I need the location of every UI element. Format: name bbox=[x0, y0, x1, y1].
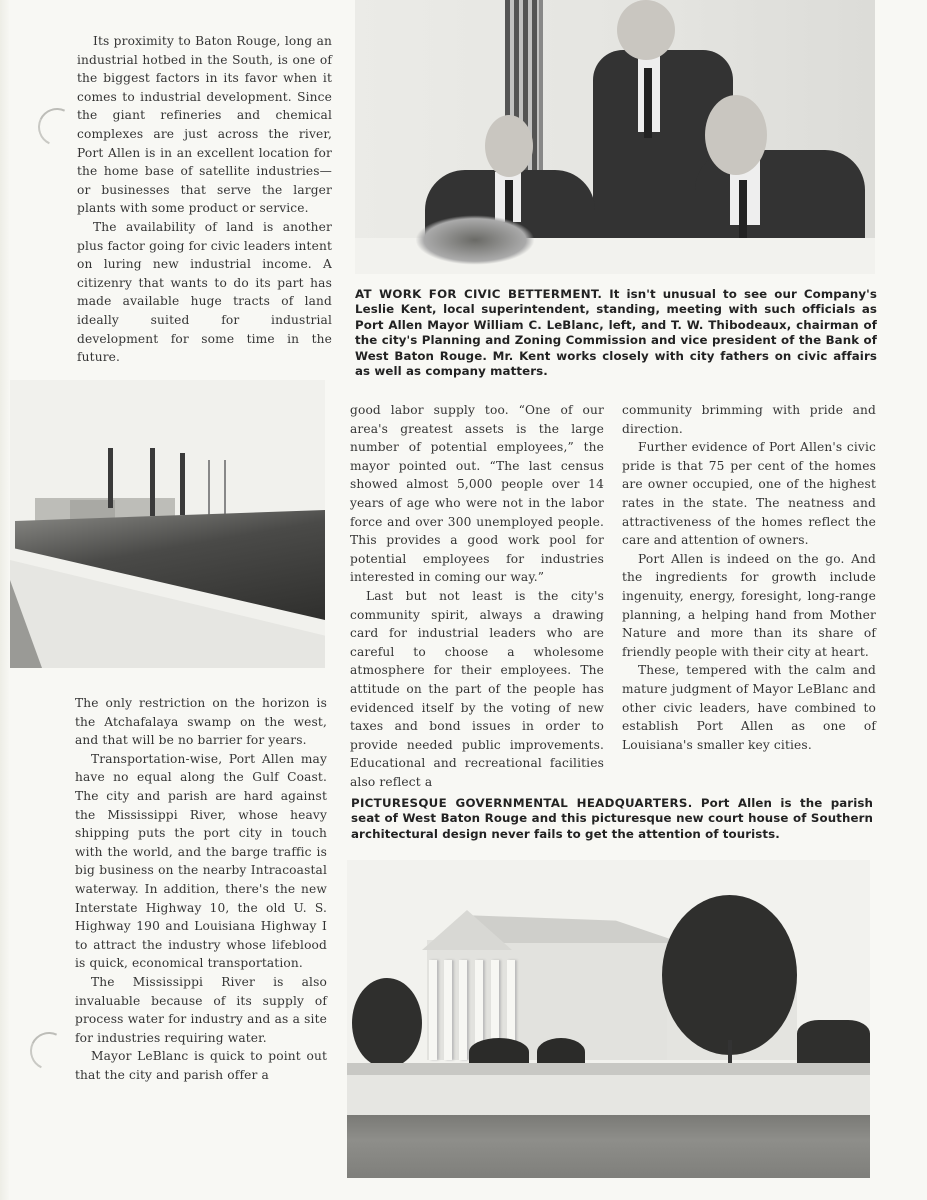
page-edge bbox=[0, 0, 10, 1200]
hole-punch-mark bbox=[25, 1027, 74, 1076]
paragraph: Transportation-wise, Port Allen may have no equal along the Gulf Coast. The city and parish are hard against the Mississippi River, whose heavy shipping puts the port city in touch with the world, and the barge traffic is big business on the nearby Intracoastal waterway. In addition, there's the new Interstate Highway 10, the old U. S. Highway 190 and Louisiana Highway I to attract the industry whose lifeblood is quick, economical transportation. bbox=[75, 751, 327, 971]
caption-heading: AT WORK FOR CIVIC BETTERMENT. bbox=[355, 287, 603, 301]
photo-courthouse bbox=[347, 860, 870, 1178]
paragraph: The Mississippi River is also invaluable because of its supply of process water for industry and as a site for industries requiring water. bbox=[75, 974, 327, 1045]
paragraph: The availability of land is another plus factor going for civic leaders intent on luring new industrial income. A citizenry that wants to do its part has made available huge tracts of land ideally suited for industrial development for some time in the future. bbox=[77, 219, 332, 365]
caption-civic-meeting bbox=[355, 287, 877, 379]
paragraph: These, tempered with the calm and mature judgment of Mayor LeBlanc and other civic leaders, have combined to establish Port Allen as one of Louisiana's smaller key cities. bbox=[622, 663, 876, 752]
paragraph: Its proximity to Baton Rouge, long an industrial hotbed in the South, is one of the biggest factors in its favor when it comes to industrial development. Since the giant refineries and chemical complexes are just across the river, Port Allen is in an excellent location for the home base of satellite industries—or businesses that serve the larger plants with some product or service. bbox=[77, 34, 332, 216]
column-bottom-left bbox=[75, 694, 327, 1084]
paragraph: The only restriction on the horizon is the Atchafalaya swamp on the west, and that will be no barrier for years. bbox=[75, 696, 327, 748]
caption-body: Port Allen is the parish seat of West Baton Rouge and this picturesque new court house of Southern architectural design never fails to get the attention of tourists. bbox=[351, 796, 873, 841]
paragraph: community brimming with pride and direction. bbox=[622, 403, 876, 436]
column-middle bbox=[350, 401, 604, 791]
column-top-left bbox=[77, 32, 332, 367]
paragraph: Last but not least is the city's community spirit, always a drawing card for industrial leaders who are careful to choose a wholesome atmosphere for their employees. The attitude on the part of the people has evidenced itself by the voting of new taxes and bond issues in order to provide needed public improvements. Educational and recreational facilities also reflect a bbox=[350, 588, 604, 789]
paragraph: Port Allen is indeed on the go. And the ingredients for growth include ingenuity, energy, foresight, long-range planning, a helping hand from Mother Nature and more than its share of friendly people with their city at heart. bbox=[622, 551, 876, 659]
flower-arrangement bbox=[415, 215, 535, 265]
paragraph: good labor supply too. “One of our area's greatest assets is the large number of potential employees,” the mayor pointed out. “The last census showed almost 5,000 people over 14 years of age who were not in the labor force and over 300 unemployed people. This provides a good work pool for potential employees for industries interested in coming our way.” bbox=[350, 403, 604, 585]
caption-body: It isn't unusual to see our Company's Leslie Kent, local superintendent, standing, meeting with such officials as Port Allen Mayor William C. LeBlanc, left, and T. W. Thibodeaux, chairman of the city's Planning and Zoning Commission and vice president of the Bank of West Baton Rouge. Mr. Kent works closely with city fathers on civic affairs as well as company matters. bbox=[355, 287, 877, 379]
paragraph: Further evidence of Port Allen's civic pride is that 75 per cent of the homes are owner occupied, one of the highest rates in the state. The neatness and attractiveness of the homes reflect the care and attention of owners. bbox=[622, 440, 876, 548]
caption-courthouse bbox=[351, 796, 873, 842]
photo-industrial-plant bbox=[10, 380, 325, 668]
hole-punch-mark bbox=[33, 103, 82, 152]
column-right bbox=[622, 401, 876, 754]
water-tower-icon bbox=[208, 460, 226, 518]
caption-heading: PICTURESQUE GOVERNMENTAL HEADQUARTERS. bbox=[351, 796, 693, 810]
paragraph: Mayor LeBlanc is quick to point out that the city and parish offer a bbox=[75, 1049, 327, 1082]
photo-civic-meeting bbox=[355, 0, 875, 274]
